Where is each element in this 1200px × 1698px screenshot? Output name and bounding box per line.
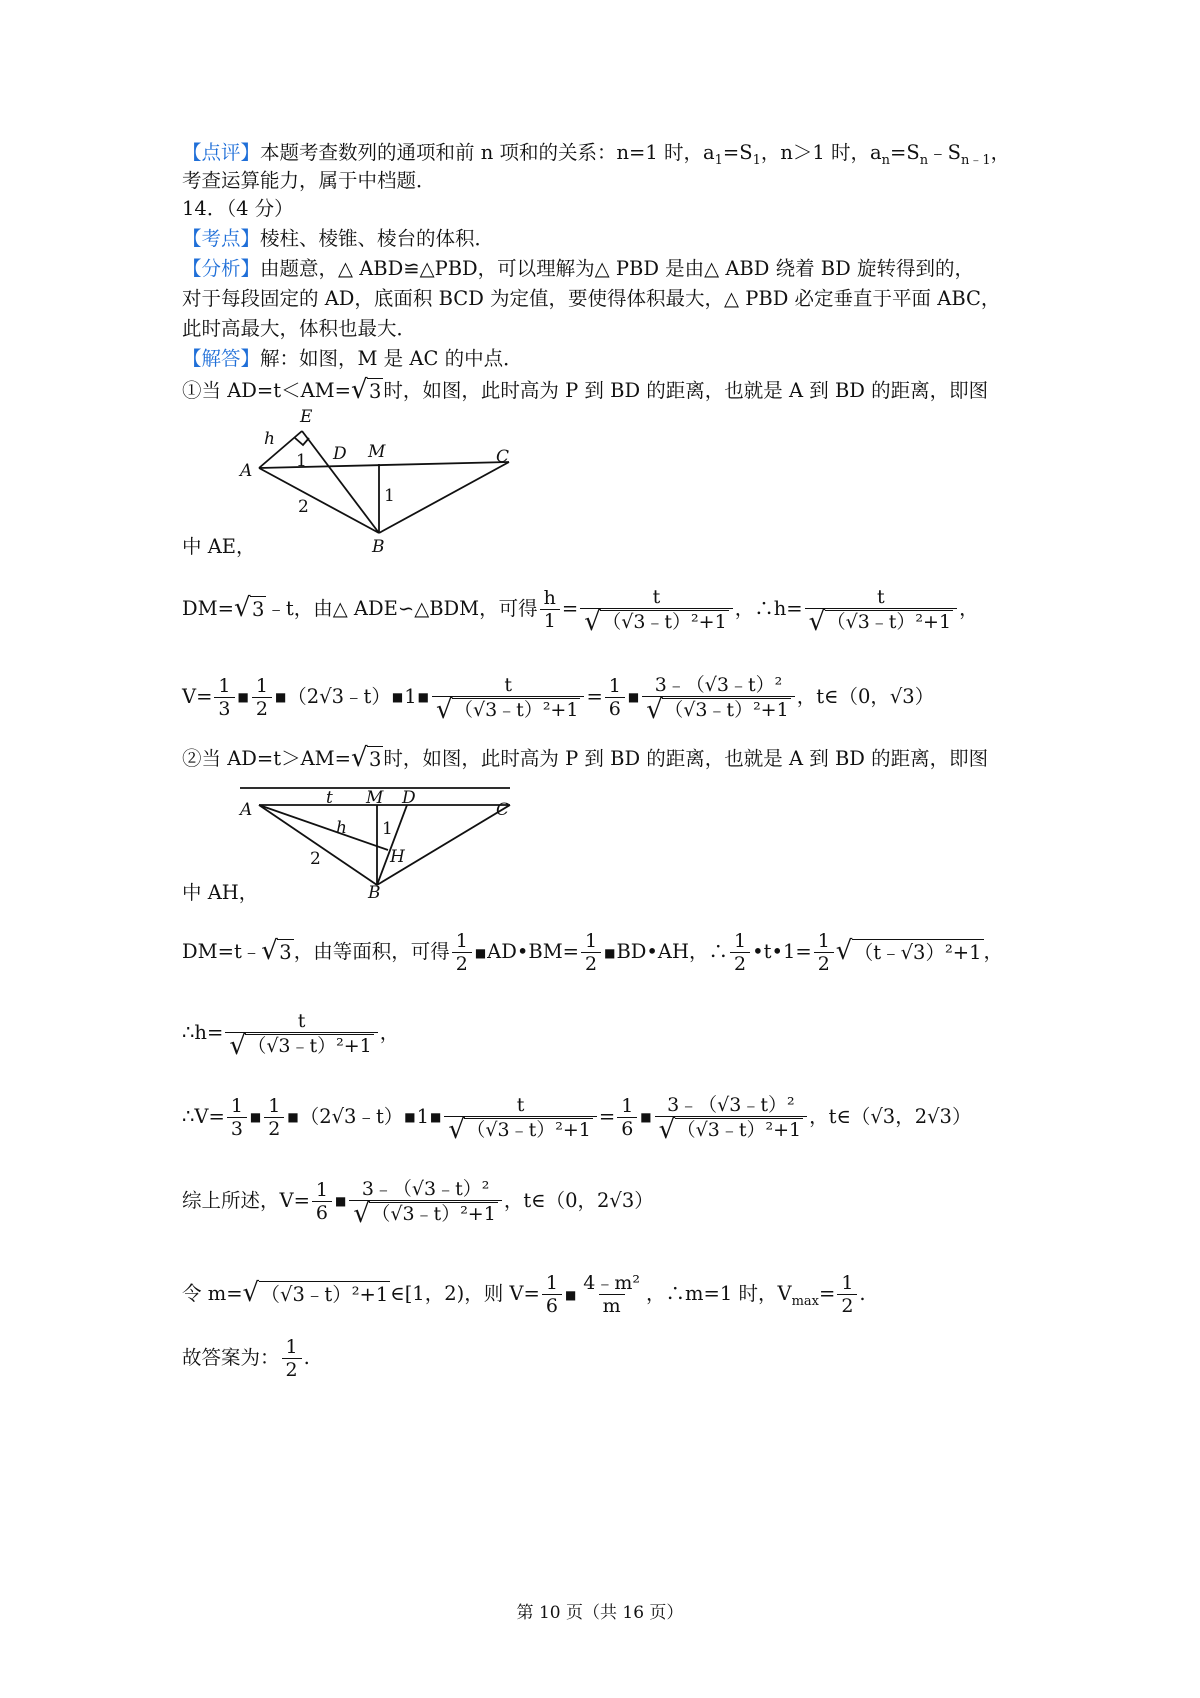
figure-2 bbox=[238, 780, 528, 910]
fenxi-line-2: 对于每段固定的 AD，底面积 BCD 为定值，要使得体积最大，△ PBD 必定垂直于平面 ABC， bbox=[182, 287, 1001, 310]
page-footer: 第 10 页（共 16 页） bbox=[516, 1603, 684, 1623]
fig1-label-A: A bbox=[240, 461, 253, 481]
comment-tag: 【点评】 bbox=[182, 141, 261, 164]
fig2-label-D: D bbox=[402, 788, 416, 808]
fraction-h-over-1: $\frac{h}{1}$ bbox=[540, 587, 560, 632]
fig2-label-2: 2 bbox=[310, 849, 321, 869]
kaodian-tag: 【考点】 bbox=[182, 227, 261, 250]
case2-intro: ②当 AD=t＞AM= √ 3 时，如图，此时高为 P 到 BD 的距离，也就是 A 到 BD 的距离，即图 bbox=[182, 743, 989, 773]
summary-line: 综上所述，V= $\frac{1}{6}$ ■ 3﹣（√3﹣t）² √ （√3﹣t）²+1 ，t∈（0，2√3） bbox=[182, 1178, 654, 1229]
fig2-label-M: M bbox=[366, 788, 384, 808]
jieda-tag: 【解答】 bbox=[182, 347, 261, 370]
figure-1 bbox=[238, 404, 528, 564]
fig2-label-A: A bbox=[240, 800, 253, 820]
case2-after-fig: 中 AH， bbox=[182, 881, 259, 904]
fig2-label-t: t bbox=[326, 788, 333, 808]
fig1-label-M: M bbox=[368, 442, 386, 462]
kaodian-line: 【考点】棱柱、棱锥、棱台的体积． bbox=[182, 227, 495, 250]
fig1-label-E: E bbox=[300, 407, 313, 427]
jieda-line: 【解答】解：如图，M 是 AC 的中点． bbox=[182, 347, 523, 370]
fraction-t-over-rad: t √ （√3﹣t）²+1 bbox=[580, 586, 732, 633]
fig1-label-D: D bbox=[333, 444, 347, 464]
fig1-label-2: 2 bbox=[298, 497, 309, 517]
fig2-label-h: h bbox=[336, 818, 347, 838]
fig1-label-B: B bbox=[372, 537, 385, 557]
fraction-h-value: t √ （√3﹣t）²+1 bbox=[805, 586, 957, 633]
fenxi-line-3: 此时高最大，体积也最大． bbox=[182, 317, 417, 340]
fenxi-line-1: 【分析】由题意，△ ABD≌△PBD，可以理解为△ PBD 是由△ ABD 绕着 BD 旋转得到的， bbox=[182, 257, 974, 280]
sqrt-symbol: √ 3 bbox=[350, 375, 382, 405]
comment-line-2: 考查运算能力，属于中档题． bbox=[182, 169, 436, 192]
case2-v-line: ∴V= $\frac{1}{3}$ ■ $\frac{1}{2}$ ■（2√3﹣t）■1■ t √ （√3﹣t）²+1 = $\frac{1}{6}$ ■ 3﹣（√3﹣t）² √ （√3﹣t）²+1 ，t∈（√3，2√3） bbox=[182, 1094, 972, 1145]
problem-number: 14．（4 分） bbox=[182, 197, 294, 220]
answer-line: 故答案为： $\frac{1}{2}$ . bbox=[182, 1336, 310, 1381]
fig2-label-B: B bbox=[368, 883, 381, 903]
fig1-label-h: h bbox=[264, 429, 275, 449]
fig2-label-1: 1 bbox=[382, 819, 393, 839]
case1-after-fig: 中 AE， bbox=[182, 535, 256, 558]
fig1-label-C: C bbox=[496, 447, 510, 467]
case1-intro: ①当 AD=t＜AM= √ 3 时，如图，此时高为 P 到 BD 的距离，也就是 A 到 BD 的距离，即图 bbox=[182, 375, 989, 405]
case2-h-line: ∴h= t √ （√3﹣t）²+1 ， bbox=[182, 1010, 400, 1061]
fig1-label-1: 1 bbox=[296, 451, 307, 471]
case1-v-line: V= $\frac{1}{3}$ ■ $\frac{1}{2}$ ■（2√3﹣t）■1■ t √ （√3﹣t）²+1 = $\frac{1}{6}$ ■ 3﹣（√3﹣t）² √ （√3﹣t）²+1 ，t∈（0，√3） bbox=[182, 674, 935, 725]
fig1-label-1b: 1 bbox=[384, 486, 395, 506]
comment-line-1: 【点评】本题考查数列的通项和前 n 项和的关系：n=1 时，$a_1=S_1$，n＞1 时，$a_n=S_n﹣S_{n﹣1}$， bbox=[182, 141, 1011, 168]
case1-dm-line: DM= √ 3 ﹣t，由△ ADE∽△BDM，可得 $\frac{h}{1}$ = t √ （√3﹣t）²+1 ，∴h= t √ （√3﹣t）²+1 ， bbox=[182, 586, 979, 637]
fig2-label-C: C bbox=[496, 800, 510, 820]
let-m-line: 令 m= √ （√3﹣t）²+1 ∈[1，2)，则 V= $\frac{1}{6}$ ■ $\frac{\text{4﹣m²}}{m}$ ，∴m=1 时，$V_{max}=$ $\frac{1}{2}$ . bbox=[182, 1272, 866, 1317]
fenxi-tag: 【分析】 bbox=[182, 257, 261, 280]
case2-dm-line: DM=t﹣ √ 3 ，由等面积，可得 $\frac{1}{2}$ ■AD•BM= $\frac{1}{2}$ ■BD•AH，∴ $\frac{1}{2}$ •t•1= $\frac{1}{2}$ √ （t﹣√3）²+1 ， bbox=[182, 930, 1004, 975]
fig2-label-H: H bbox=[390, 847, 405, 867]
